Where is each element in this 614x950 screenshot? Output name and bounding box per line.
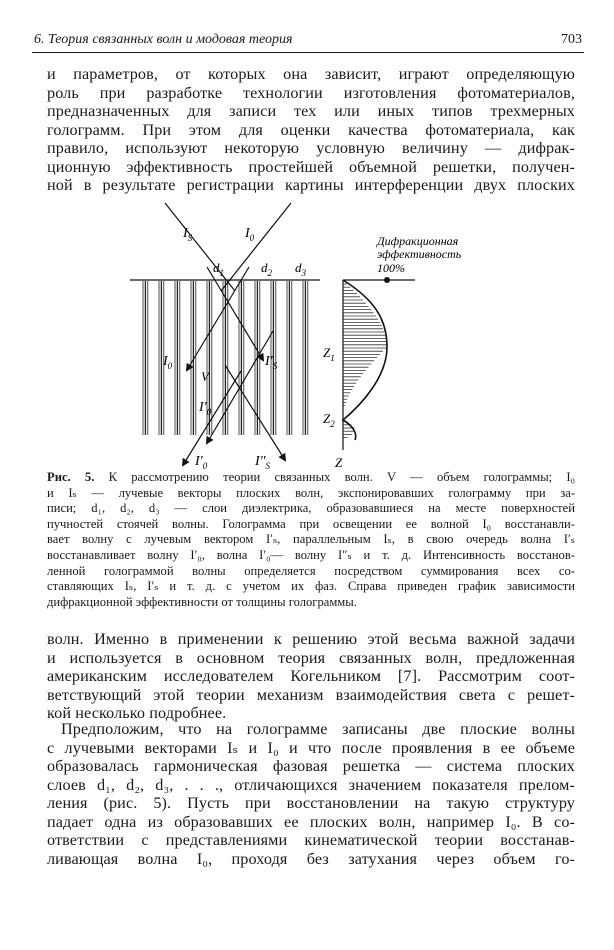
beam-is-incident bbox=[165, 203, 235, 291]
text-line: кой несколько подробнее. bbox=[47, 704, 227, 722]
hologram-diagram bbox=[125, 195, 585, 473]
label-is-double-prime: $I''_S$ bbox=[255, 454, 270, 471]
caption-line: восстанавливает волну I′₀, волна I′₀— волну I″ₛ и т. д. Интенсивность восстанов- bbox=[47, 547, 575, 562]
figure-caption bbox=[47, 470, 575, 610]
caption-line: ставляющих Iₛ, I′ₛ и т. д. с учетом их фаз. Справа приведен график зависимости bbox=[47, 579, 575, 594]
label-io-top: $I_0$ bbox=[245, 226, 255, 243]
text-line: ционную эффективность простейшей объемной решетки, получен- bbox=[47, 157, 575, 176]
text-line: падает одна из образовавших ее плоских волн, например I₀. В со- bbox=[47, 812, 575, 831]
label-d1: $d_1$ bbox=[213, 260, 224, 278]
caption-line: вает волну с лучевым вектором I′ₛ, параллельным Iₛ, в свою очередь волна I′ₛ bbox=[47, 532, 575, 547]
beam-io-incident bbox=[221, 203, 291, 291]
text-line: роль при разработке технологии изготовления фотоматериалов, bbox=[47, 83, 575, 102]
text-line: ветствующий этой теории механизм взаимодействия света с решет- bbox=[47, 685, 575, 704]
label-d3: $d_3$ bbox=[295, 260, 306, 278]
caption-label: Рис. 5. bbox=[47, 470, 95, 484]
paragraph-bottom bbox=[47, 720, 575, 868]
graph-z1-label: $Z_1$ bbox=[323, 345, 335, 363]
caption-line: писи; d₁, d₂, d₃ — слои диэлектрика, образовавшиеся на месте поверхностей bbox=[47, 501, 575, 516]
running-title: 6. Теория связанных волн и модовая теория bbox=[34, 32, 293, 47]
efficiency-curve bbox=[343, 280, 387, 440]
text-line: ливающая волна I₀, проходя без затухания через объем го- bbox=[47, 849, 575, 868]
graph-title-line1: Дифракционная bbox=[377, 234, 459, 248]
running-header bbox=[32, 30, 584, 53]
text-line: американским исследователем Когельником [7]. Рассмотрим соот- bbox=[47, 667, 575, 685]
paragraph-mid bbox=[47, 630, 575, 723]
beam-io-left bbox=[187, 267, 249, 370]
page-number: 703 bbox=[561, 32, 582, 47]
label-volume: V bbox=[201, 369, 209, 384]
caption-line: пучностей стоячей волны. Голограмма при освещении ее волной I₀ восстанавли- bbox=[47, 516, 575, 531]
text-line: Предположим, что на голограмме записаны две плоские волны bbox=[61, 720, 575, 738]
graph-100-percent-dot bbox=[384, 277, 390, 283]
label-io-prime-bottom: $I'_0$ bbox=[195, 454, 208, 471]
text-line: слоев d₁, d₂, d₃, . . ., отличающихся значением показателя прелом- bbox=[47, 775, 575, 794]
text-line: голограмм. При этом для оценки качества фотоматериала, как bbox=[47, 120, 575, 139]
text-line: ления (рис. 5). Пусть при восстановлении на такую структуру bbox=[47, 794, 575, 812]
text-line: правило, используют некоторую условную величину — дифрак- bbox=[47, 139, 575, 157]
text-line: предназначенных для записи тех или иных типов трехмерных bbox=[47, 102, 575, 120]
label-io-prime-mid: $I'_0$ bbox=[199, 400, 212, 417]
graph-title-line2: эффективность bbox=[377, 247, 462, 261]
caption-line: Рис. 5. К рассмотрению теории связанных волн. V — объем голограммы; I₀ bbox=[47, 470, 575, 484]
caption-line: ленной голограммой волны определяется посредством суммирования всех со- bbox=[47, 563, 575, 578]
graph-z2-label: $Z_2$ bbox=[323, 411, 335, 429]
label-d2: $d_2$ bbox=[261, 260, 272, 278]
figure-5 bbox=[125, 195, 585, 473]
caption-line: дифракционной эффективности от толщины голограммы. bbox=[47, 594, 357, 609]
text-line: и используется в основном теория связанных волн, предложенная bbox=[47, 648, 575, 667]
label-is-top: $I_S$ bbox=[183, 226, 193, 243]
text-line: с лучевыми векторами Iₛ и I₀ и что после проявления в ее объеме bbox=[47, 738, 575, 757]
paragraph-top bbox=[47, 65, 575, 195]
caption-line: и Iₛ — лучевые векторы плоских волн, экспонировавших голограмму при за- bbox=[47, 485, 575, 500]
text-line: и параметров, от которых она зависит, играют определяющую bbox=[47, 65, 575, 83]
text-line: волн. Именно в применении к решению этой весьма важной задачи bbox=[47, 630, 575, 648]
text-line: образовалась гармоническая фазовая решетка — система плоских bbox=[47, 757, 575, 775]
label-is-prime: $I'_S$ bbox=[265, 354, 278, 371]
text-line: ответствии с представлениями кинематической теории восстанав- bbox=[47, 831, 575, 849]
graph-z-axis-label: Z bbox=[335, 455, 343, 470]
label-io-left: $I_0$ bbox=[163, 354, 173, 371]
text-line: ной в результате регистрации картины интерференции двух плоских bbox=[47, 176, 575, 194]
graph-percent-label: 100% bbox=[377, 261, 405, 275]
efficiency-graph bbox=[323, 234, 462, 470]
